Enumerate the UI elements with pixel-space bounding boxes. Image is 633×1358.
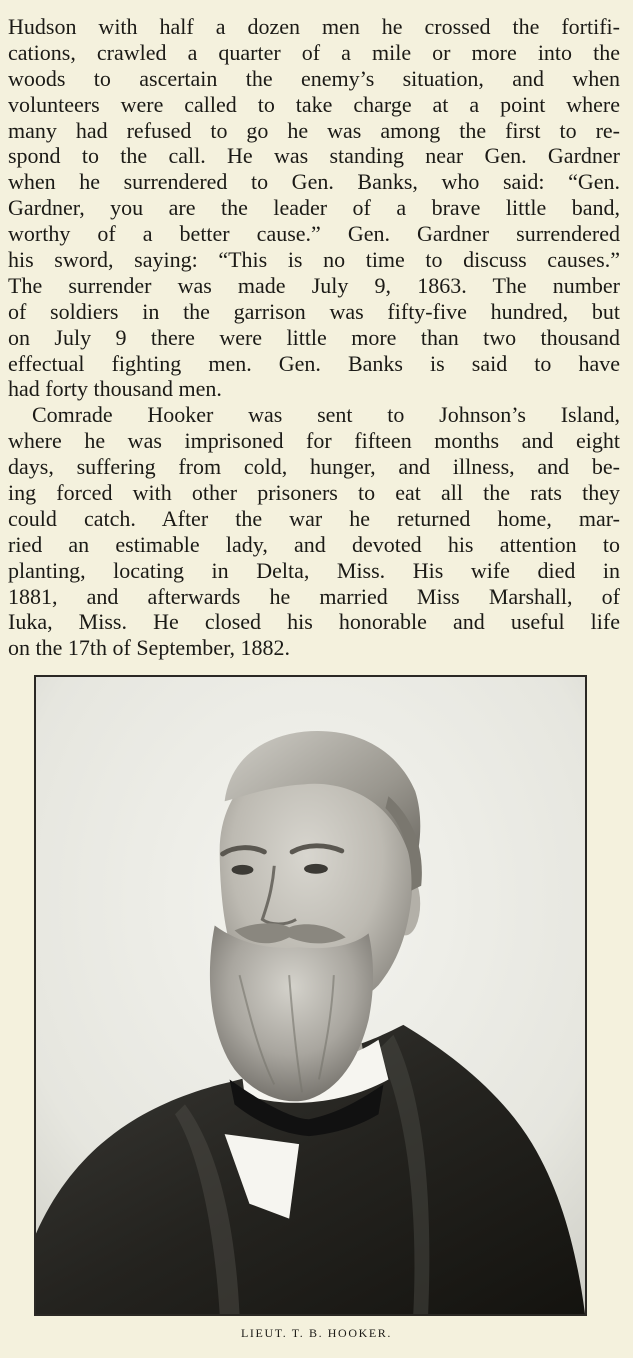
portrait-caption: LIEUT. T. B. HOOKER. <box>241 1326 392 1340</box>
text-line: woods to ascertain the enemy’s situation, and when <box>8 65 620 91</box>
text-line: on July 9 there were little more than two thousand <box>8 324 620 350</box>
text-line: worthy of a better cause.” Gen. Gardner surrendered <box>8 221 620 247</box>
text-line: spond to the call. He was standing near Gen. Gardner <box>8 143 620 169</box>
text-line: effectual fighting men. Gen. Banks is said to have <box>8 350 620 376</box>
text-line: his sword, saying: “This is no time to discuss causes.” <box>8 247 620 273</box>
text-line: days, suffering from cold, hunger, and illness, and be- <box>8 454 620 480</box>
text-line: 1881, and afterwards he married Miss Marshall, of <box>8 583 620 609</box>
text-line: volunteers were called to take charge at a point where <box>8 91 620 117</box>
text-line: on the 17th of September, 1882. <box>8 635 291 661</box>
text-line: Gardner, you are the leader of a brave little band, <box>8 195 620 221</box>
portrait-photo <box>34 675 587 1316</box>
paragraph-1 <box>8 14 620 402</box>
portrait-illustration <box>36 677 585 1314</box>
text-line: The surrender was made July 9, 1863. The number <box>8 272 620 298</box>
text-line: of soldiers in the garrison was fifty-five hundred, but <box>8 298 620 324</box>
text-line: cations, crawled a quarter of a mile or more into the <box>8 39 620 65</box>
text-line: had forty thousand men. <box>8 376 222 402</box>
text-line: Comrade Hooker was sent to Johnson’s Island, <box>32 402 620 428</box>
text-line: where he was imprisoned for fifteen months and eight <box>8 428 620 454</box>
article-text <box>8 14 620 661</box>
text-line: when he surrendered to Gen. Banks, who said: “Gen. <box>8 169 620 195</box>
text-line: Iuka, Miss. He closed his honorable and useful life <box>8 609 620 635</box>
text-line: Hudson with half a dozen men he crossed the fortifi- <box>8 14 620 39</box>
paragraph-2 <box>8 402 620 661</box>
text-line: planting, locating in Delta, Miss. His wife died in <box>8 557 620 583</box>
text-line: ing forced with other prisoners to eat all the rats they <box>8 480 620 506</box>
text-line: ried an estimable lady, and devoted his attention to <box>8 531 620 557</box>
text-line: could catch. After the war he returned home, mar- <box>8 505 620 531</box>
text-line: many had refused to go he was among the first to re- <box>8 117 620 143</box>
